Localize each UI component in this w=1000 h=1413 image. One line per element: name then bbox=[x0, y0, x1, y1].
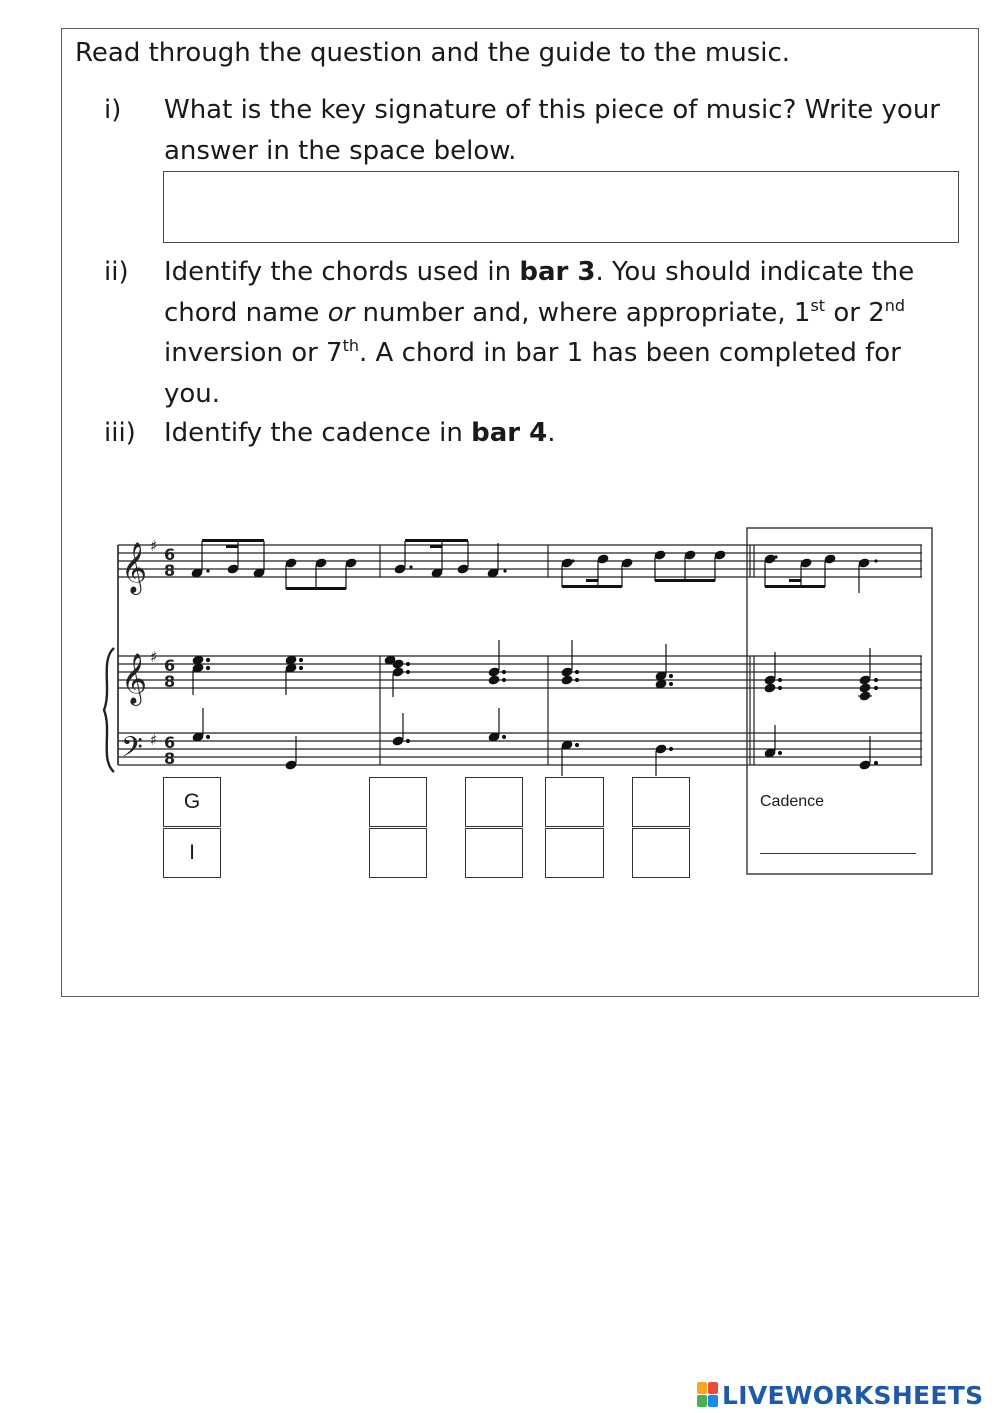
piano-treble-chords bbox=[192, 640, 878, 701]
chord-cell-number-4[interactable] bbox=[545, 828, 604, 878]
sharp-icon: ♯ bbox=[150, 537, 158, 555]
chord-cell-name-4[interactable] bbox=[545, 777, 604, 827]
question-3-text: Identify the cadence in bar 4. bbox=[164, 418, 556, 448]
time-sig-top-1: 6 bbox=[164, 545, 176, 564]
chord-cell-number-5[interactable] bbox=[632, 828, 690, 878]
treble-clef-icon-2: 𝄞 bbox=[121, 653, 148, 704]
chord-cell-number-2[interactable] bbox=[369, 828, 427, 878]
melody-notes bbox=[191, 539, 878, 593]
time-sig-top-3: 6 bbox=[164, 733, 176, 752]
chord-cell-number-1: I bbox=[163, 828, 221, 878]
chord-cell-name-2[interactable] bbox=[369, 777, 427, 827]
cadence-answer-line[interactable] bbox=[760, 853, 916, 854]
question-2-text: Identify the chords used in bar 3. You should indicate the chord name or number and, where appropriate, 1st or 2nd inversion or 7th. A chord in bar 1 has been completed for you. bbox=[164, 257, 915, 409]
piano-bass-staff bbox=[118, 733, 922, 765]
chord-cell-name-5[interactable] bbox=[632, 777, 690, 827]
piano-treble-staff bbox=[118, 656, 922, 688]
intro-text: Read through the question and the guide to the music. bbox=[75, 38, 791, 68]
treble-clef-icon: 𝄞 bbox=[121, 542, 148, 593]
question-3-number: iii) bbox=[104, 418, 136, 448]
bass-clef-icon: 𝄢 bbox=[121, 731, 143, 771]
chord-cell-name-3[interactable] bbox=[465, 777, 523, 827]
time-sig-top-2: 6 bbox=[164, 656, 176, 675]
time-sig-bottom-1: 8 bbox=[164, 561, 176, 580]
cadence-box bbox=[747, 528, 932, 874]
question-2-number: ii) bbox=[104, 257, 129, 287]
grand-staff-brace bbox=[104, 648, 114, 772]
question-1-text: What is the key signature of this piece of music? Write your answer in the space below. bbox=[164, 95, 941, 166]
sharp-icon-3: ♯ bbox=[150, 731, 158, 749]
liveworksheets-logo-icon bbox=[697, 1382, 719, 1408]
question-1-number: i) bbox=[104, 95, 122, 125]
sharp-icon-2: ♯ bbox=[150, 648, 158, 666]
liveworksheets-logo[interactable] bbox=[697, 1380, 983, 1410]
cadence-label: Cadence bbox=[760, 793, 825, 810]
chord-cell-name-1: G bbox=[163, 777, 221, 827]
logo-text: LIVEWORKSHEETS bbox=[722, 1380, 984, 1410]
piano-bass-notes bbox=[192, 708, 878, 776]
time-sig-bottom-2: 8 bbox=[164, 672, 176, 691]
time-sig-bottom-3: 8 bbox=[164, 749, 176, 768]
chord-cell-number-3[interactable] bbox=[465, 828, 523, 878]
